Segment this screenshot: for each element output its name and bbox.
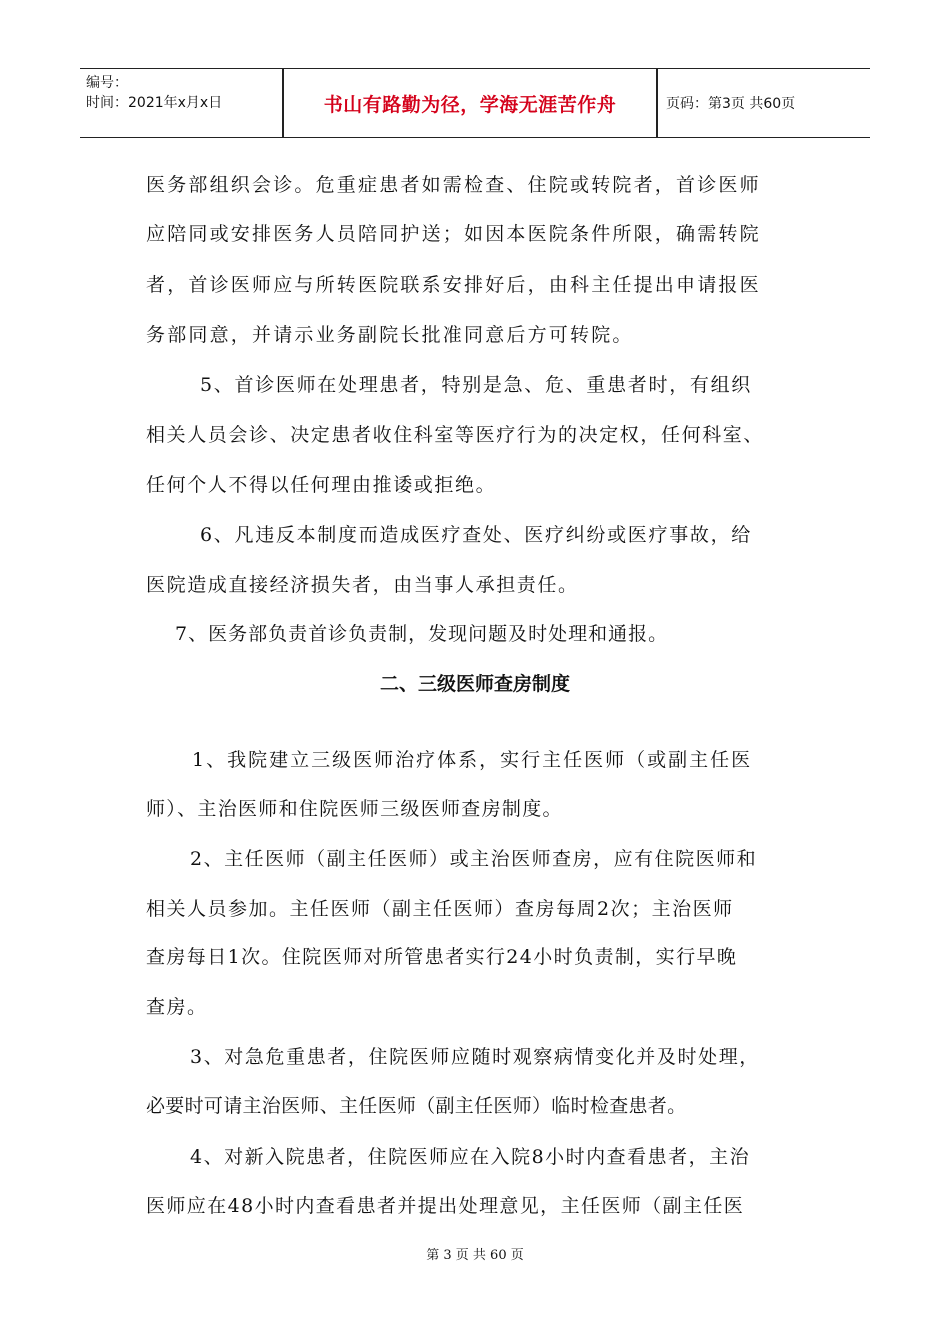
section-heading: 二、三级医师查房制度 xyxy=(379,673,570,695)
body-line: 查房。 xyxy=(146,996,208,1018)
page-footer: 第 3 页 共 60 页 xyxy=(426,1248,524,1263)
document-header xyxy=(80,68,870,138)
header-number-label: 编号： xyxy=(86,75,128,91)
body-line: 5、首诊医师在处理患者，特别是急、危、重患者时，有组织 xyxy=(200,374,752,396)
body-line: 2、主任医师（副主任医师）或主治医师查房，应有住院医师和 xyxy=(190,848,758,870)
body-line: 师）、主治医师和住院医师三级医师查房制度。 xyxy=(146,798,563,820)
header-motto: 书山有路勤为径，学海无涯苦作舟 xyxy=(323,93,617,116)
body-line: 1、我院建立三级医师治疗体系，实行主任医师（或副主任医 xyxy=(192,749,753,771)
body-line: 应陪同或安排医务人员陪同护送；如因本医院条件所限，确需转院 xyxy=(146,223,761,245)
body-line: 医师应在48小时内查看患者并提出处理意见，主任医师（副主任医 xyxy=(146,1195,745,1217)
body-line: 相关人员会诊、决定患者收住科室等医疗行为的决定权，任何科室、 xyxy=(146,424,765,446)
header-date-label: 时间：2021年x月x日 xyxy=(86,95,223,111)
body-line: 务部同意，并请示业务副院长批准同意后方可转院。 xyxy=(146,324,634,346)
body-line: 者，首诊医师应与所转医院联系安排好后，由科主任提出申请报医 xyxy=(146,274,761,296)
body-line: 医务部组织会诊。危重症患者如需检查、住院或转院者，首诊医师 xyxy=(146,174,761,196)
body-line: 4、对新入院患者，住院医师应在入院8小时内查看患者，主治 xyxy=(190,1146,751,1168)
body-line: 医院造成直接经济损失者，由当事人承担责任。 xyxy=(146,574,579,596)
body-line: 6、凡违反本制度而造成医疗查处、医疗纠纷或医疗事故，给 xyxy=(200,524,752,546)
header-divider xyxy=(656,69,658,137)
header-page-info: 页码：第3页 共60页 xyxy=(666,96,796,112)
body-line: 3、对急危重患者，住院医师应随时观察病情变化并及时处理， xyxy=(190,1046,760,1068)
body-line: 相关人员参加。主任医师（副主任医师）查房每周2次；主治医师 xyxy=(146,898,734,920)
header-meta xyxy=(80,69,282,137)
body-line: 7、医务部负责首诊负责制，发现问题及时处理和通报。 xyxy=(175,623,669,645)
body-line: 必要时可请主治医师、主任医师（副主任医师）临时检查患者。 xyxy=(146,1095,687,1117)
body-line: 任何个人不得以任何理由推诿或拒绝。 xyxy=(146,474,497,496)
body-line: 查房每日1次。住院医师对所管患者实行24小时负责制，实行早晚 xyxy=(146,946,738,968)
